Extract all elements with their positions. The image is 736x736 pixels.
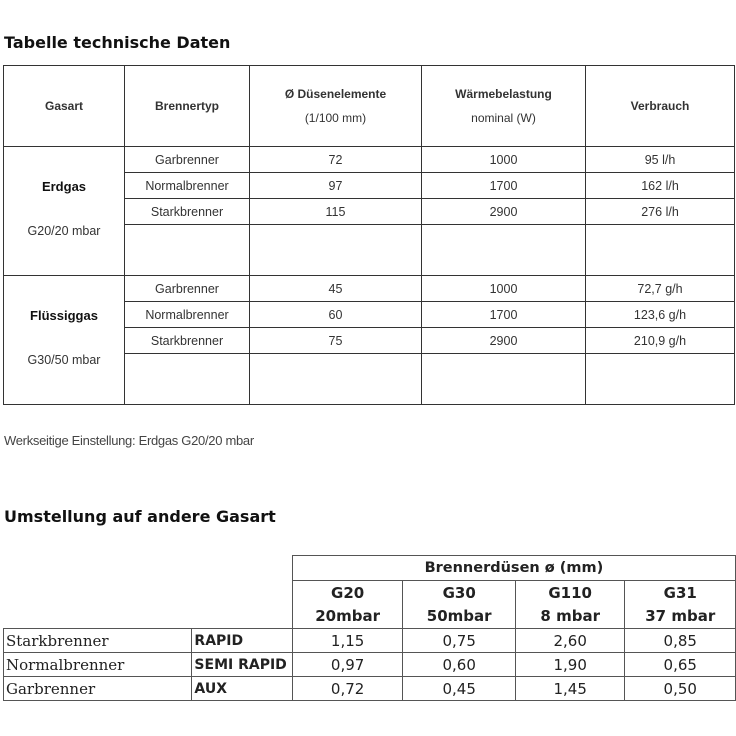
load-value: 1700 xyxy=(422,173,586,199)
nozzle-value: 97 xyxy=(250,173,422,199)
nozzle-diameter: 1,45 xyxy=(515,677,625,701)
nozzle-diameter: 2,60 xyxy=(515,629,625,653)
burner-code: AUX xyxy=(192,677,292,701)
nozzle-diameter: 1,15 xyxy=(292,629,403,653)
consumption-value: 210,9 g/h xyxy=(586,328,735,354)
nozzle-group-header: Brennerdüsen ø (mm) xyxy=(292,556,735,581)
empty-cell xyxy=(422,225,586,276)
gas-pressure: 50mbar xyxy=(426,606,492,625)
consumption-value: 72,7 g/h xyxy=(586,276,735,302)
consumption-value: 276 l/h xyxy=(586,199,735,225)
nozzle-diameter: 0,65 xyxy=(625,653,736,677)
nozzle-diameter: 0,60 xyxy=(403,653,516,677)
empty-cell xyxy=(250,354,422,405)
gas-name: Flüssiggas xyxy=(30,308,98,323)
nozzle-diameter: 0,45 xyxy=(403,677,516,701)
nozzle-diameter: 0,75 xyxy=(403,629,516,653)
header-waerme xyxy=(422,66,586,147)
table-row xyxy=(4,629,736,653)
nozzle-diameter: 0,97 xyxy=(292,653,403,677)
empty-cell xyxy=(586,225,735,276)
header-verbrauch: Verbrauch xyxy=(586,66,735,147)
gas-pressure: 20mbar xyxy=(315,606,380,625)
gas-code: G110 xyxy=(548,583,592,602)
conversion-table-title: Umstellung auf andere Gasart xyxy=(4,507,276,526)
load-value: 2900 xyxy=(422,199,586,225)
burner-type: Starkbrenner xyxy=(125,199,250,225)
column-header-g110 xyxy=(515,581,625,629)
nozzle-value: 45 xyxy=(250,276,422,302)
burner-name: Garbrenner xyxy=(4,677,192,701)
burner-code: SEMI RAPID xyxy=(192,653,292,677)
consumption-value: 123,6 g/h xyxy=(586,302,735,328)
gas-pressure: 8 mbar xyxy=(540,606,600,625)
empty-cell xyxy=(250,225,422,276)
consumption-value: 95 l/h xyxy=(586,147,735,173)
gas-pressure: 37 mbar xyxy=(645,606,716,625)
table-row xyxy=(4,276,735,302)
burner-type: Normalbrenner xyxy=(125,173,250,199)
nozzle-value: 75 xyxy=(250,328,422,354)
header-gasart: Gasart xyxy=(4,66,125,147)
header-duesen-label: Ø Düsenelemente xyxy=(284,87,387,101)
conversion-group-header-row xyxy=(4,556,736,581)
empty-cell xyxy=(586,354,735,405)
empty-cell xyxy=(125,354,250,405)
table-row xyxy=(4,677,736,701)
conversion-table xyxy=(3,555,736,701)
column-header-g31 xyxy=(625,581,736,629)
column-header-g20 xyxy=(292,581,403,629)
table-row xyxy=(4,653,736,677)
burner-type: Normalbrenner xyxy=(125,302,250,328)
gas-group-erdgas xyxy=(4,147,125,276)
header-waerme-unit: nominal (W) xyxy=(471,111,536,125)
nozzle-value: 115 xyxy=(250,199,422,225)
tech-header-row xyxy=(4,66,735,147)
gas-code: G31 xyxy=(663,583,697,602)
gas-pressure: G20/20 mbar xyxy=(27,224,101,238)
table-row xyxy=(4,147,735,173)
nozzle-diameter: 0,85 xyxy=(625,629,736,653)
header-duesen-unit: (1/100 mm) xyxy=(304,111,367,125)
burner-name: Starkbrenner xyxy=(4,629,192,653)
empty-cell xyxy=(125,225,250,276)
factory-setting-note: Werkseitige Einstellung: Erdgas G20/20 mbar xyxy=(4,433,254,448)
burner-type: Garbrenner xyxy=(125,276,250,302)
tech-table-title: Tabelle technische Daten xyxy=(4,33,231,52)
burner-code: RAPID xyxy=(192,629,292,653)
gas-group-fluessiggas xyxy=(4,276,125,405)
column-header-g30 xyxy=(403,581,516,629)
nozzle-diameter: 0,50 xyxy=(625,677,736,701)
tech-data-table xyxy=(3,65,735,405)
nozzle-value: 60 xyxy=(250,302,422,328)
load-value: 1000 xyxy=(422,276,586,302)
header-waerme-label: Wärmebelastung xyxy=(455,87,552,101)
gas-code: G30 xyxy=(442,583,476,602)
burner-name: Normalbrenner xyxy=(4,653,192,677)
consumption-value: 162 l/h xyxy=(586,173,735,199)
gas-code: G20 xyxy=(331,583,365,602)
nozzle-value: 72 xyxy=(250,147,422,173)
header-duesen xyxy=(250,66,422,147)
burner-type: Starkbrenner xyxy=(125,328,250,354)
empty-cell xyxy=(4,556,293,581)
header-brennertyp: Brennertyp xyxy=(125,66,250,147)
conversion-column-header-row xyxy=(4,581,736,629)
gas-pressure: G30/50 mbar xyxy=(27,353,101,367)
load-value: 1000 xyxy=(422,147,586,173)
nozzle-diameter: 0,72 xyxy=(292,677,403,701)
load-value: 1700 xyxy=(422,302,586,328)
nozzle-diameter: 1,90 xyxy=(515,653,625,677)
load-value: 2900 xyxy=(422,328,586,354)
burner-type: Garbrenner xyxy=(125,147,250,173)
empty-cell xyxy=(4,581,293,629)
gas-name: Erdgas xyxy=(41,179,87,194)
empty-cell xyxy=(422,354,586,405)
